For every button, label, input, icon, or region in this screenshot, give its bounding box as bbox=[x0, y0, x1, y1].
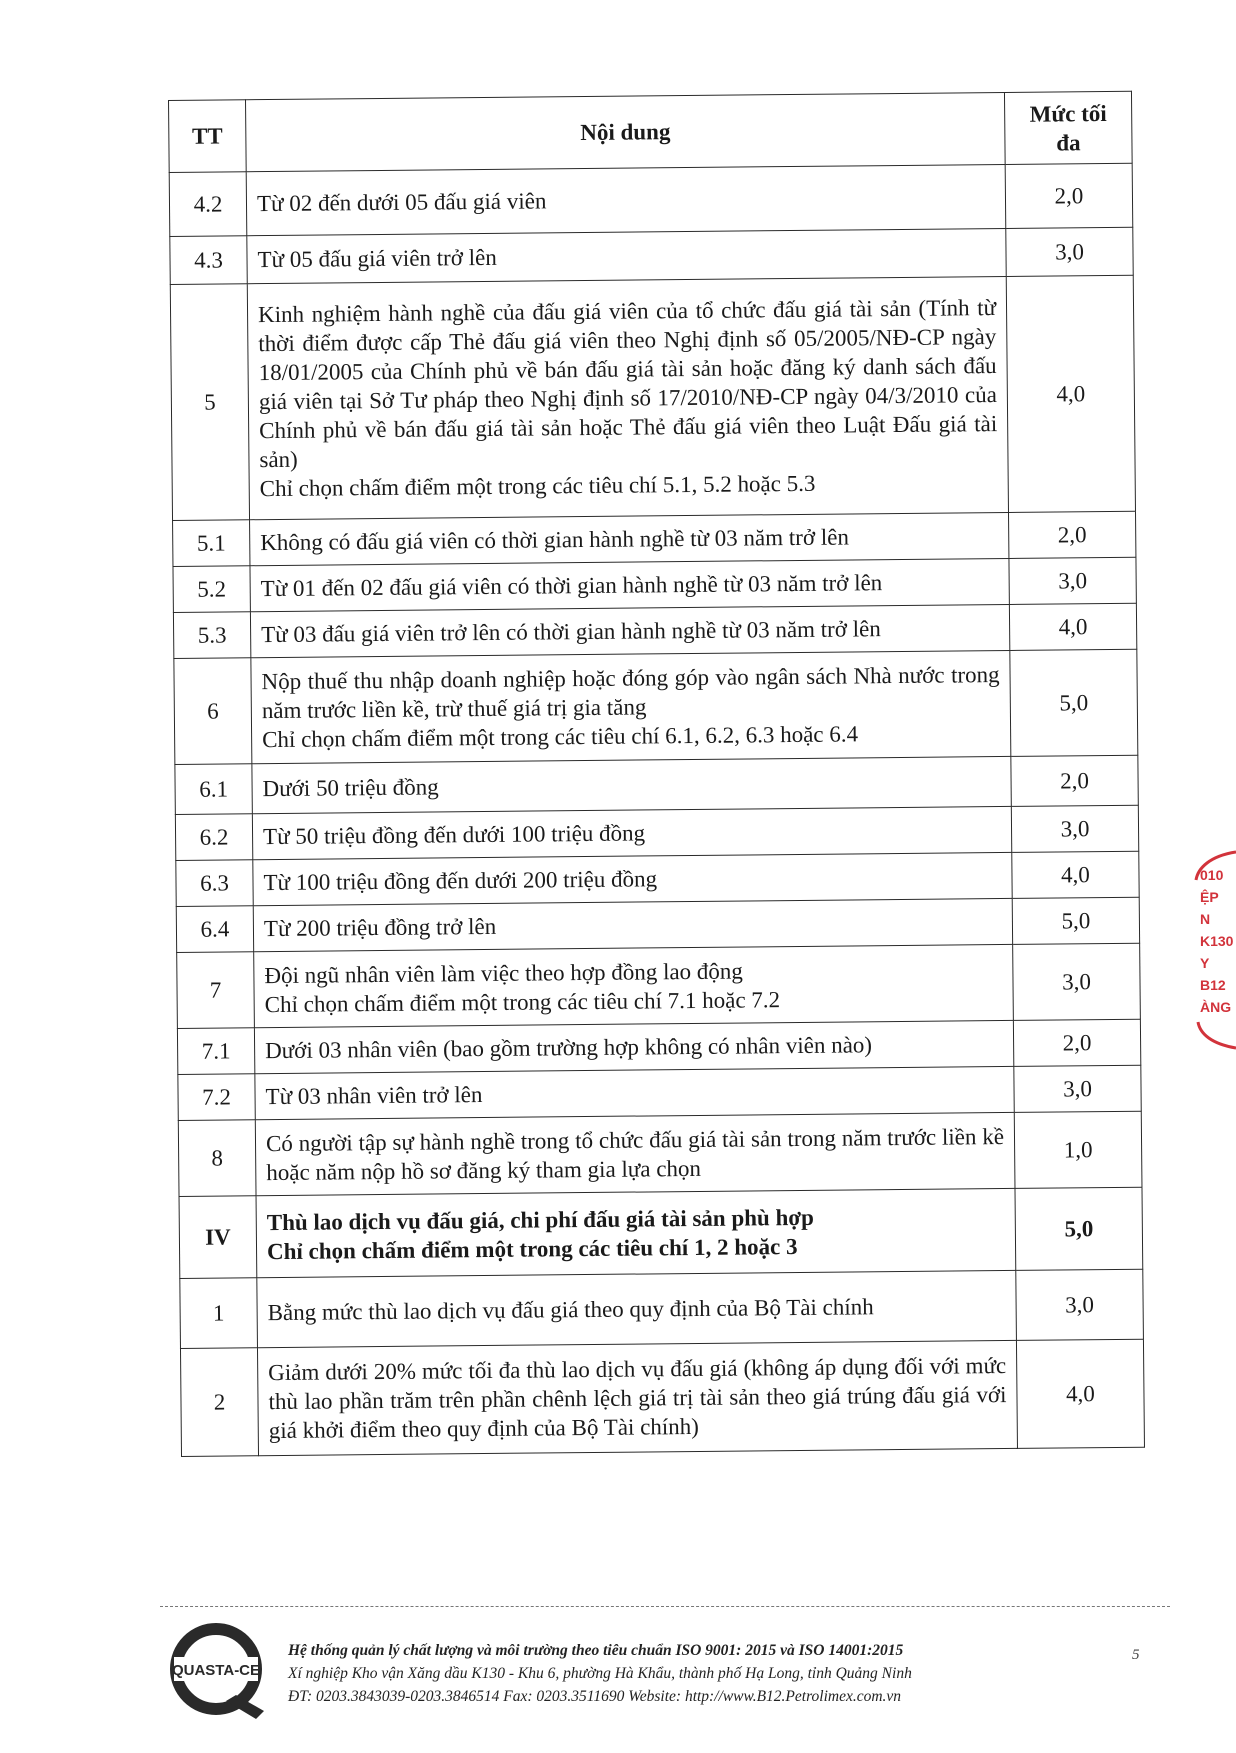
row-max-score: 3,0 bbox=[1011, 805, 1138, 852]
row-max-score: 2,0 bbox=[1013, 1019, 1140, 1066]
footer-iso-line: Hệ thống quản lý chất lượng và môi trường theo tiêu chuẩn ISO 9001: 2015 và ISO 14001:2015 bbox=[288, 1642, 904, 1659]
row-number: 5.2 bbox=[173, 566, 250, 613]
row-max-score: 3,0 bbox=[1009, 557, 1136, 604]
row-content-text: Giảm dưới 20% mức tối đa thù lao dịch vụ đấu giá (không áp dụng đối với mức thù lao phần trăm trên phần chênh lệch giá trị tài sản theo giá trúng đấu giá với giá khởi điểm theo quy định của Bộ Tài chính) bbox=[268, 1353, 1007, 1444]
row-max-score: 3,0 bbox=[1013, 943, 1141, 1020]
row-number: IV bbox=[179, 1196, 257, 1279]
row-number: 7.1 bbox=[177, 1028, 254, 1075]
row-max-score: 4,0 bbox=[1006, 275, 1135, 512]
row-max-score: 4,0 bbox=[1012, 851, 1139, 898]
row-content bbox=[247, 228, 1006, 283]
row-max-score: 2,0 bbox=[1011, 755, 1138, 806]
row-content-text: Có người tập sự hành nghề trong tổ chức đấu giá tài sản trong năm trước liền kề hoặc năm nộp hồ sơ đăng ký tham gia lựa chọn bbox=[265, 1123, 1005, 1185]
row-content-text: Đội ngũ nhân viên làm việc theo hợp đồng lao động bbox=[264, 958, 743, 988]
row-content-text: Dưới 50 triệu đồng bbox=[262, 774, 439, 802]
table-header-row bbox=[169, 91, 1133, 172]
row-max-score: 3,0 bbox=[1014, 1065, 1141, 1112]
row-max-score: 3,0 bbox=[1006, 227, 1133, 276]
footer-address-line: Xí nghiệp Kho vận Xăng dầu K130 - Khu 6, phường Hà Khẩu, thành phố Hạ Long, tỉnh Quảng Ninh bbox=[288, 1665, 912, 1682]
footer-contact-line: ĐT: 0203.3843039-0203.3846514 Fax: 0203.3511690 Website: http://www.B12.Petrolimex.com.vn bbox=[288, 1688, 902, 1705]
row-number: 8 bbox=[178, 1120, 256, 1197]
table-row bbox=[175, 755, 1138, 814]
row-content bbox=[253, 898, 1012, 951]
row-max-score: 4,0 bbox=[1009, 603, 1136, 650]
row-number: 6.1 bbox=[175, 764, 252, 815]
page-number: 5 bbox=[1132, 1647, 1140, 1663]
row-selection-note: Chỉ chọn chấm điểm một trong các tiêu chí 7.1 hoặc 7.2 bbox=[264, 986, 781, 1017]
table-row bbox=[170, 275, 1135, 520]
row-content-text: Kinh nghiệm hành nghề của đấu giá viên của tổ chức đấu giá tài sản (Tính từ thời điểm được cấp Thẻ đấu giá viên theo Nghị định số 05/2005/NĐ-CP ngày 18/01/2005 của Chính phủ về bán đấu giá tài sản hoặc đăng ký danh sách đấu giá viên tại Sở Tư pháp theo Nghị định số 17/2010/NĐ-CP ngày 04/3/2010 của Chính phủ về bán đấu giá tài sản hoặc Thẻ đấu giá viên theo Luật Đấu giá tài sản) bbox=[257, 295, 998, 473]
row-max-score: 2,0 bbox=[1008, 511, 1135, 558]
svg-text:010ỆPNK130YB12ÀNG: 010 ỆP N K130 Y B12 ÀNG bbox=[1200, 867, 1234, 1015]
row-number: 6.2 bbox=[175, 814, 252, 861]
row-content-text: Dưới 03 nhân viên (bao gồm trường hợp không có nhân viên nào) bbox=[265, 1032, 873, 1064]
row-content bbox=[255, 1112, 1015, 1195]
row-content-text: Nộp thuế thu nhập doanh nghiệp hoặc đóng góp vào ngân sách Nhà nước trong năm trước liền kề, trừ thuế giá trị gia tăng bbox=[261, 662, 1000, 724]
row-content bbox=[246, 164, 1006, 235]
row-content bbox=[257, 1270, 1017, 1347]
row-content-text: Từ 05 đấu giá viên trở lên bbox=[257, 244, 497, 273]
row-number: 5.1 bbox=[173, 520, 250, 567]
row-number: 4.3 bbox=[170, 236, 247, 285]
header-max-score: Mức tối đa bbox=[1004, 91, 1132, 164]
row-content bbox=[247, 276, 1008, 519]
row-content bbox=[255, 1066, 1014, 1119]
row-max-score: 5,0 bbox=[1012, 897, 1139, 944]
row-max-score: 1,0 bbox=[1014, 1111, 1142, 1188]
row-content-text: Từ 03 nhân viên trở lên bbox=[265, 1082, 483, 1110]
row-content bbox=[252, 756, 1011, 813]
table-row bbox=[180, 1269, 1144, 1348]
red-stamp bbox=[1190, 850, 1236, 1050]
svg-text:QUASTA-CE: QUASTA-CE bbox=[171, 1662, 261, 1679]
criteria-table bbox=[168, 91, 1145, 1457]
row-number: 5 bbox=[170, 284, 249, 521]
footer-text bbox=[288, 1639, 1108, 1708]
row-number: 1 bbox=[180, 1278, 258, 1349]
row-number: 6.4 bbox=[176, 906, 253, 953]
table-row bbox=[178, 1111, 1142, 1196]
quasta-ce-logo-icon bbox=[160, 1621, 272, 1721]
header-content: Nội dung bbox=[246, 92, 1006, 171]
row-content-text: Bằng mức thù lao dịch vụ đấu giá theo quy định của Bộ Tài chính bbox=[267, 1294, 874, 1326]
row-number: 4.2 bbox=[169, 172, 247, 237]
row-max-score: 5,0 bbox=[1015, 1187, 1143, 1270]
row-number: 7.2 bbox=[178, 1074, 255, 1121]
row-content bbox=[257, 1340, 1017, 1455]
row-content bbox=[250, 558, 1009, 611]
row-max-score: 5,0 bbox=[1010, 649, 1138, 756]
row-content bbox=[251, 650, 1011, 763]
row-number: 5.3 bbox=[173, 612, 250, 659]
table-row bbox=[180, 1339, 1144, 1456]
row-max-score: 2,0 bbox=[1005, 163, 1133, 228]
row-number: 6 bbox=[174, 658, 252, 765]
row-selection-note: Chỉ chọn chấm điểm một trong các tiêu chí 1, 2 hoặc 3 bbox=[266, 1233, 798, 1264]
row-content bbox=[253, 852, 1012, 905]
row-content-text: Từ 100 triệu đồng đến dưới 200 triệu đồng bbox=[263, 866, 658, 896]
table-row bbox=[169, 163, 1133, 236]
row-content-text: Không có đấu giá viên có thời gian hành nghề từ 03 năm trở lên bbox=[260, 524, 850, 556]
row-selection-note: Chỉ chọn chấm điểm một trong các tiêu chí 6.1, 6.2, 6.3 hoặc 6.4 bbox=[262, 721, 859, 753]
table-body bbox=[169, 163, 1144, 1456]
row-content bbox=[250, 604, 1009, 657]
row-selection-note: Chỉ chọn chấm điểm một trong các tiêu chí 5.1, 5.2 hoặc 5.3 bbox=[259, 470, 816, 502]
row-number: 7 bbox=[177, 952, 255, 1029]
row-content bbox=[256, 1188, 1016, 1277]
row-content-text: Thù lao dịch vụ đấu giá, chi phí đấu giá tài sản phù hợp bbox=[266, 1204, 814, 1235]
row-content bbox=[254, 1020, 1013, 1073]
row-content-text: Từ 03 đấu giá viên trở lên có thời gian hành nghề từ 03 năm trở lên bbox=[261, 616, 881, 648]
row-max-score: 4,0 bbox=[1016, 1339, 1144, 1448]
header-tt: TT bbox=[169, 100, 247, 173]
row-content bbox=[254, 944, 1014, 1027]
row-content-text: Từ 02 đến dưới 05 đấu giá viên bbox=[256, 188, 547, 217]
row-number: 6.3 bbox=[176, 860, 253, 907]
table-row bbox=[174, 649, 1138, 764]
table-row bbox=[179, 1187, 1143, 1278]
row-content-text: Từ 200 triệu đồng trở lên bbox=[263, 913, 497, 942]
row-content bbox=[252, 806, 1011, 859]
row-max-score: 3,0 bbox=[1016, 1269, 1144, 1340]
table-row bbox=[177, 943, 1141, 1028]
row-content bbox=[250, 512, 1009, 565]
page-footer bbox=[160, 1606, 1170, 1722]
row-content-text: Từ 50 triệu đồng đến dưới 100 triệu đồng bbox=[262, 820, 646, 850]
row-content-text: Từ 01 đến 02 đấu giá viên có thời gian hành nghề từ 03 năm trở lên bbox=[260, 570, 883, 602]
row-number: 2 bbox=[180, 1348, 258, 1457]
